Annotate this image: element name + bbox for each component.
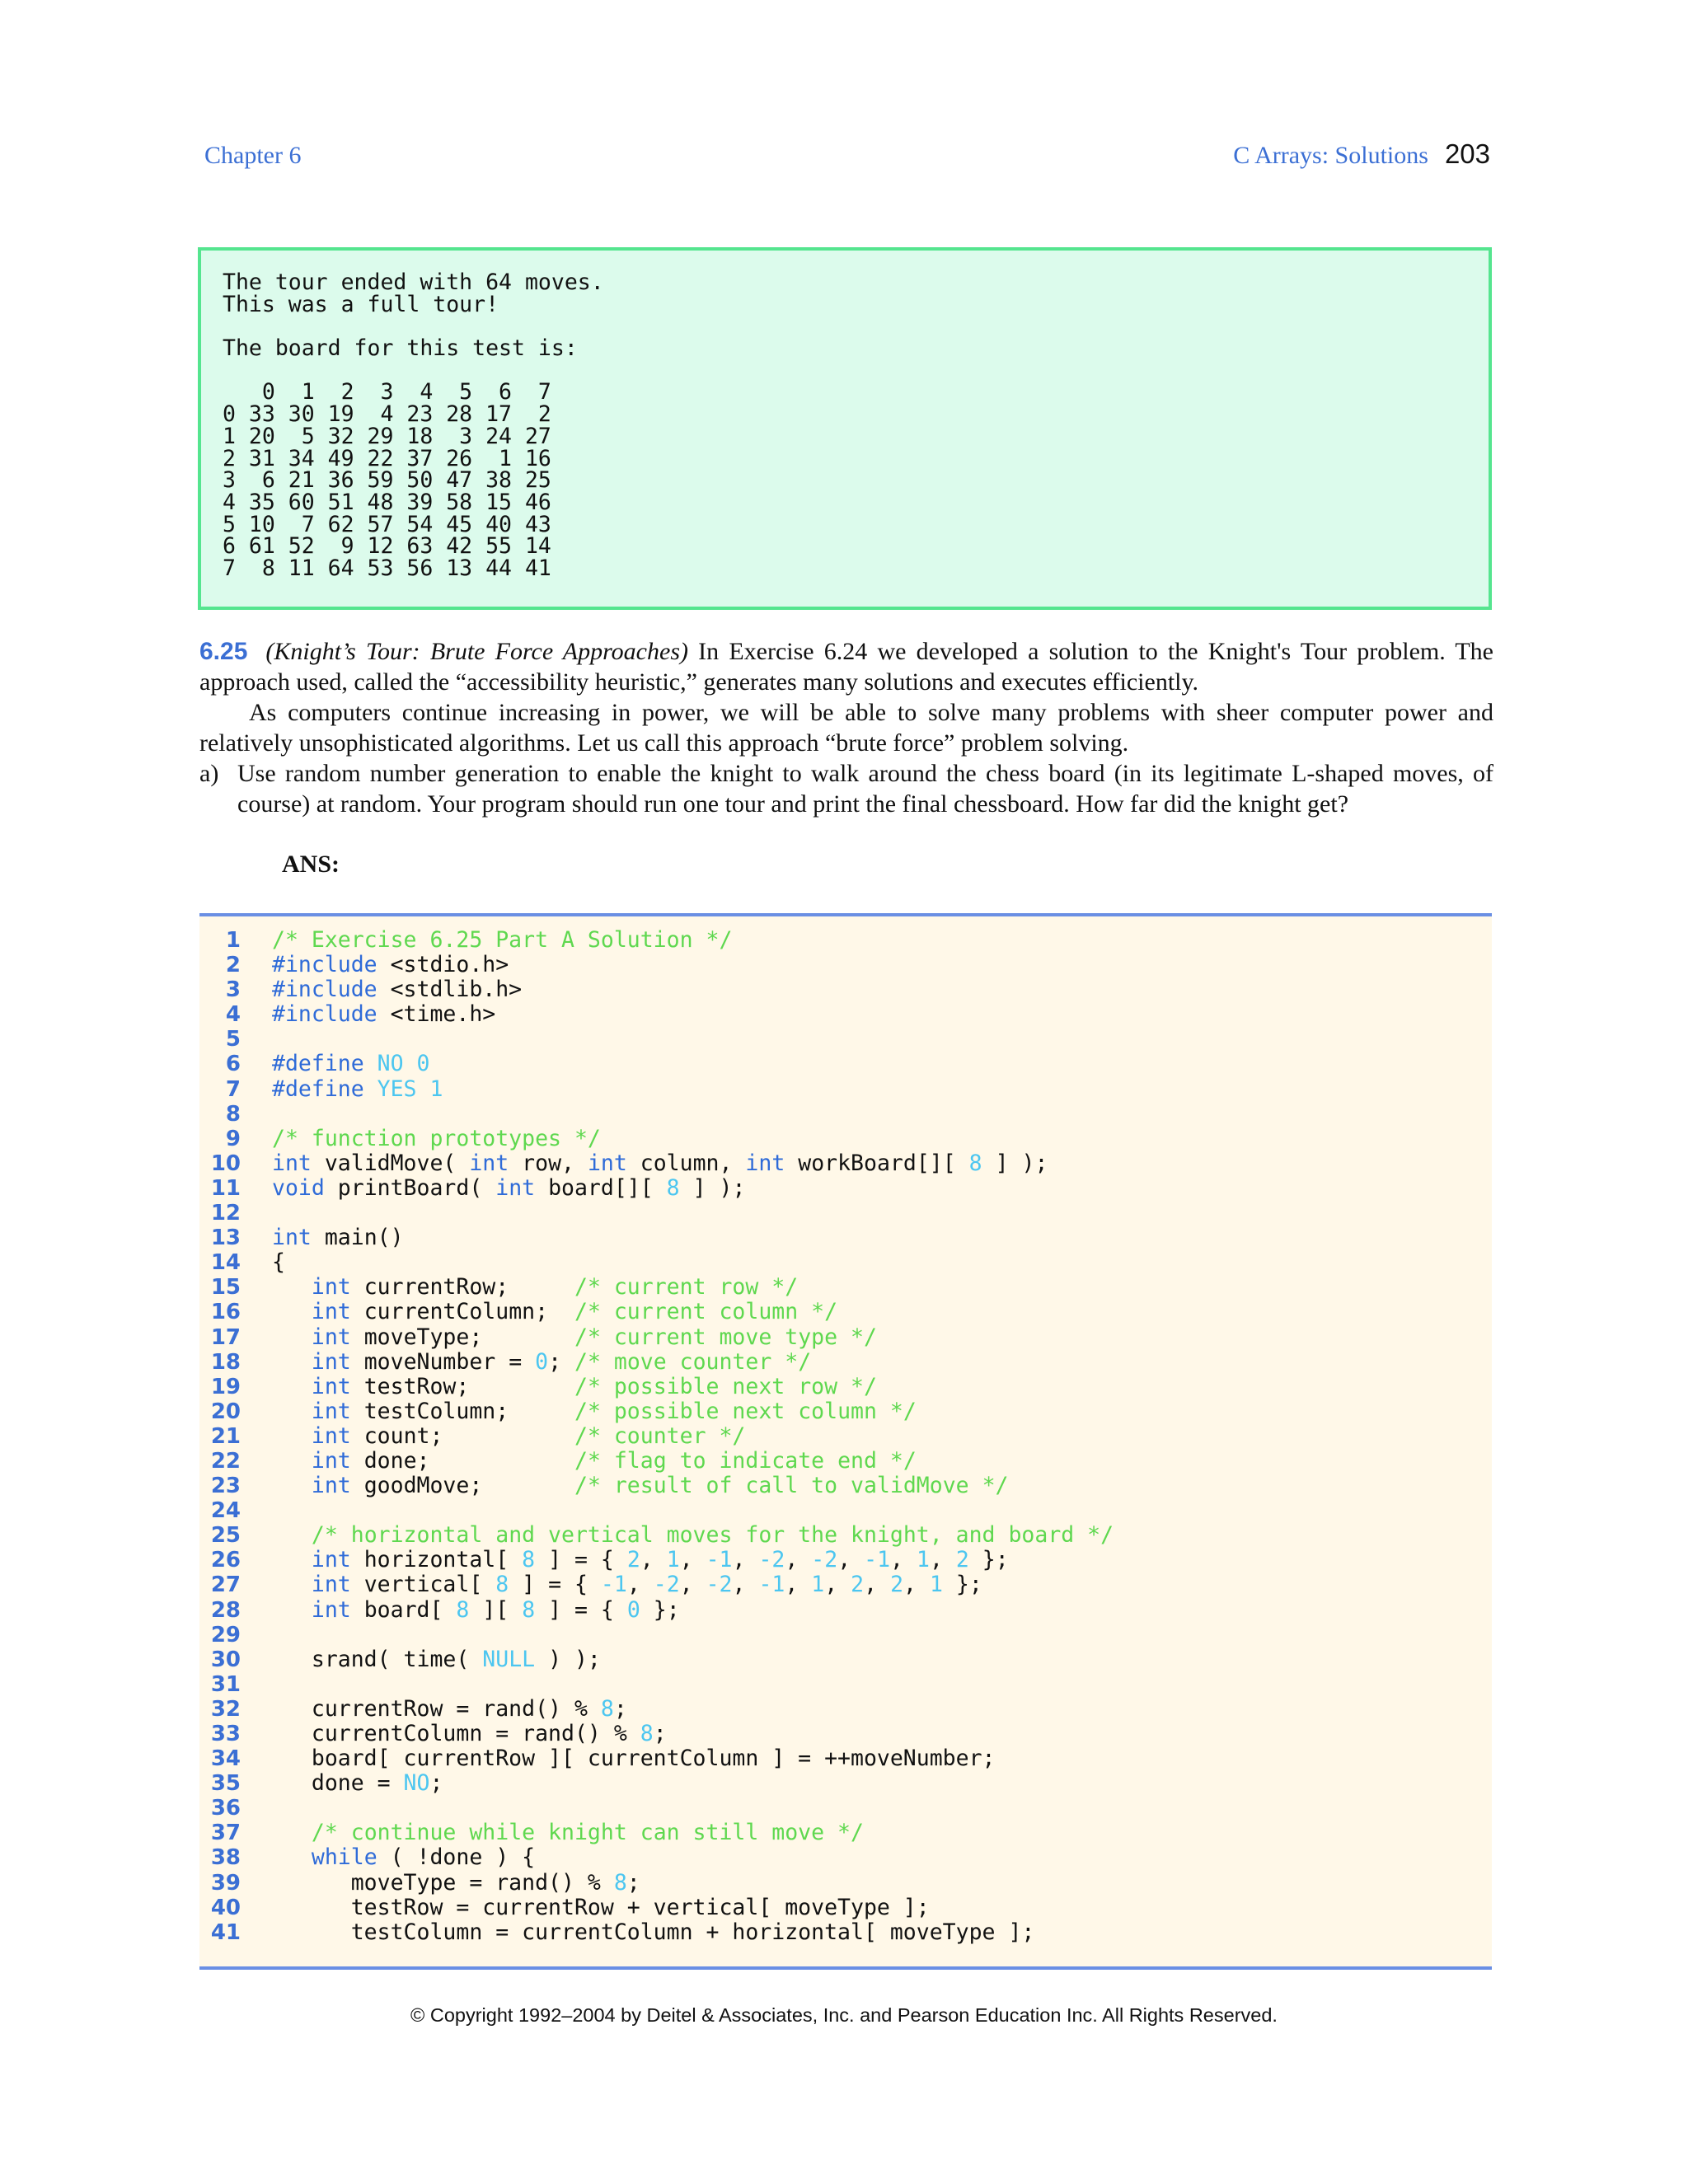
output-line: The board for this test is: — [223, 335, 578, 362]
code-token: #include — [272, 1001, 391, 1028]
code-token: row, — [522, 1150, 588, 1176]
code-token: -2 — [758, 1547, 785, 1573]
code-token: /* flag to indicate end */ — [574, 1447, 917, 1474]
code-token: 8 — [456, 1596, 470, 1623]
code-text — [272, 1598, 680, 1623]
code-line — [199, 977, 1492, 1002]
line-number: 41 — [210, 1919, 241, 1945]
code-token: main() — [324, 1225, 404, 1251]
code-text — [272, 1002, 495, 1027]
code-token: , — [679, 1547, 706, 1573]
line-number: 9 — [225, 1126, 241, 1151]
code-line — [199, 1572, 1492, 1597]
code-token: testRow = currentRow + vertical[ moveType ]; — [272, 1894, 930, 1920]
code-token: #include — [272, 977, 391, 1003]
code-token: ; — [429, 1770, 443, 1797]
output-line: 0 33 30 19 4 23 28 17 2 — [223, 401, 551, 428]
output-line — [223, 316, 1489, 338]
code-line — [199, 1623, 1492, 1647]
line-number: 35 — [210, 1771, 241, 1797]
line-number: 5 — [225, 1027, 241, 1052]
code-token: -1 — [600, 1572, 627, 1598]
code-token: 8 — [666, 1174, 680, 1201]
code-token: , — [929, 1547, 956, 1573]
code-token: testColumn; — [363, 1398, 574, 1424]
code-text — [272, 1821, 864, 1845]
code-token — [272, 1597, 312, 1623]
code-text — [272, 1647, 601, 1672]
code-token: ; — [548, 1348, 575, 1375]
code-token: /* current row */ — [574, 1274, 799, 1301]
code-token: srand( time( — [272, 1646, 483, 1672]
code-token: ] = { — [535, 1596, 627, 1623]
line-number: 14 — [210, 1250, 241, 1276]
code-token: /* move counter */ — [574, 1348, 812, 1375]
line-number: 30 — [210, 1647, 241, 1672]
answer-label: ANS: — [282, 851, 340, 878]
code-text — [272, 1920, 1034, 1945]
code-token: int — [311, 1422, 364, 1449]
copyright-footer: © Copyright 1992–2004 by Deitel & Associates, Inc. and Pearson Education Inc. All Rights Reserved. — [410, 2004, 1278, 2026]
code-text — [272, 1572, 982, 1597]
code-line — [199, 1746, 1492, 1771]
code-token: int — [311, 1572, 364, 1598]
code-token: #include — [272, 952, 391, 978]
code-line — [199, 1598, 1492, 1623]
line-number: 31 — [210, 1671, 241, 1697]
code-line — [199, 1896, 1492, 1920]
line-number: 2 — [225, 953, 241, 978]
line-number: 12 — [210, 1201, 241, 1226]
code-text — [272, 1275, 798, 1300]
code-token: 8 — [600, 1695, 614, 1722]
code-token — [272, 1844, 312, 1870]
code-line — [199, 1350, 1492, 1375]
code-token: , — [785, 1572, 812, 1598]
code-text — [272, 1176, 745, 1201]
code-text — [272, 1077, 443, 1102]
code-token: 0 — [626, 1596, 640, 1623]
code-token: NO 0 — [377, 1051, 430, 1077]
code-line — [199, 1052, 1492, 1076]
code-text — [272, 1722, 667, 1746]
code-token — [272, 1399, 312, 1424]
line-number: 24 — [210, 1498, 241, 1524]
code-token: 8 — [495, 1572, 509, 1598]
line-number: 7 — [225, 1076, 241, 1102]
code-line — [199, 1647, 1492, 1672]
code-text — [272, 1523, 1114, 1548]
code-token: testColumn = currentColumn + horizontal[ moveType ]; — [272, 1919, 1035, 1945]
code-token: 1 — [929, 1572, 943, 1598]
line-number: 3 — [225, 977, 241, 1003]
code-line — [199, 1722, 1492, 1746]
code-token: -2 — [811, 1547, 838, 1573]
code-line — [199, 1871, 1492, 1896]
code-text — [272, 1896, 930, 1920]
code-token: , — [626, 1572, 654, 1598]
line-number: 32 — [210, 1696, 241, 1722]
code-text — [272, 928, 732, 953]
line-number: 33 — [210, 1722, 241, 1746]
code-token: moveType; — [363, 1324, 574, 1350]
code-token: int — [311, 1299, 364, 1325]
code-token: , — [864, 1572, 891, 1598]
line-number: 20 — [210, 1399, 241, 1424]
code-token — [272, 1820, 312, 1845]
line-number: 25 — [210, 1523, 241, 1549]
code-token: -1 — [706, 1547, 733, 1573]
code-token: , — [732, 1572, 759, 1598]
code-token: int — [272, 1225, 325, 1251]
code-line — [199, 1796, 1492, 1821]
code-line — [199, 1002, 1492, 1027]
code-token: , — [640, 1547, 667, 1573]
code-token — [272, 1299, 312, 1324]
code-token: int — [311, 1274, 364, 1301]
code-token: YES 1 — [377, 1076, 443, 1102]
code-token: validMove( — [324, 1150, 470, 1176]
output-line: 1 20 5 32 29 18 3 24 27 — [223, 423, 551, 449]
code-token: int — [587, 1150, 640, 1176]
code-line — [199, 1226, 1492, 1250]
code-line — [199, 1672, 1492, 1697]
line-number: 39 — [210, 1870, 241, 1896]
code-token: <stdlib.h> — [390, 977, 523, 1003]
code-token: -2 — [706, 1572, 733, 1598]
code-line — [199, 928, 1492, 953]
code-text — [272, 1548, 1009, 1572]
code-text — [272, 1325, 877, 1350]
code-text — [272, 977, 522, 1002]
code-token: testRow; — [363, 1373, 574, 1399]
code-token: 8 — [640, 1721, 654, 1746]
code-token: /* horizontal and vertical moves for the knight, and board */ — [311, 1522, 1114, 1549]
code-token: , — [890, 1547, 917, 1573]
code-text — [272, 1399, 917, 1424]
code-token: , — [732, 1547, 759, 1573]
code-token: ] ); — [982, 1150, 1048, 1176]
line-number: 26 — [210, 1548, 241, 1573]
exercise-text — [199, 636, 1493, 819]
page-number: 203 — [1444, 138, 1490, 169]
code-token: int — [311, 1596, 364, 1623]
line-number: 15 — [210, 1275, 241, 1301]
code-text — [272, 1300, 837, 1324]
item-label: a) — [199, 760, 219, 787]
code-token: board[][ — [548, 1174, 667, 1201]
item-text: Use random number generation to enable the knight to walk around the chess board (in its legitimate L-shaped moves, of course) at random. Your program should run one tour and print the final chessboard. How far did the knight get? — [237, 760, 1493, 818]
code-token: , — [837, 1547, 865, 1573]
code-token: 8 — [613, 1869, 627, 1896]
code-token: ; — [613, 1695, 627, 1722]
code-text — [272, 1052, 429, 1076]
line-number: 6 — [225, 1052, 241, 1077]
code-token — [272, 1374, 312, 1399]
code-token: ] = { — [535, 1547, 627, 1573]
exercise-paragraph: As computers continue increasing in power, we will be able to solve many problems with sheer computer power and relatively unsophisticated algorithms. Let us call this approach “brute force” problem solving. — [199, 699, 1493, 757]
code-token: /* counter */ — [574, 1422, 746, 1449]
code-token: currentColumn; — [363, 1299, 574, 1325]
code-token: 1 — [811, 1572, 825, 1598]
code-token — [272, 1473, 312, 1498]
code-token: 8 — [522, 1547, 536, 1573]
code-line — [199, 1920, 1492, 1945]
code-token: workBoard[][ — [798, 1150, 969, 1176]
code-token: NO — [403, 1770, 430, 1797]
code-token — [272, 1324, 312, 1350]
line-number: 10 — [210, 1151, 241, 1176]
code-token: currentColumn = rand() % — [272, 1721, 640, 1746]
exercise-item-a — [199, 758, 1493, 819]
line-number: 37 — [210, 1821, 241, 1846]
code-token: currentRow; — [363, 1274, 574, 1301]
code-token — [272, 1448, 312, 1474]
line-number: 23 — [210, 1474, 241, 1499]
code-token: int — [469, 1150, 523, 1176]
code-text — [272, 1449, 917, 1474]
code-token: int — [311, 1324, 364, 1350]
code-text — [272, 1375, 877, 1399]
code-line — [199, 1697, 1492, 1722]
code-token: }; — [942, 1572, 982, 1598]
code-line — [199, 1077, 1492, 1102]
code-token: ( !done ) { — [377, 1844, 536, 1871]
output-line: 0 1 2 3 4 5 6 7 — [223, 379, 551, 405]
code-token: printBoard( — [337, 1174, 496, 1201]
code-token: vertical[ — [363, 1572, 496, 1598]
code-line — [199, 1325, 1492, 1350]
code-text — [272, 1474, 1008, 1498]
exercise-title: (Knight’s Tour: Brute Force Approaches) — [265, 638, 688, 665]
code-token: int — [311, 1547, 364, 1573]
code-token: -1 — [758, 1572, 785, 1598]
code-text — [272, 1697, 627, 1722]
chapter-label: Chapter 6 — [204, 142, 302, 169]
code-token: ] = { — [509, 1572, 601, 1598]
code-line — [199, 953, 1492, 977]
output-line: 3 6 21 36 59 50 47 38 25 — [223, 467, 551, 494]
code-line — [199, 1821, 1492, 1845]
line-number: 21 — [210, 1423, 241, 1449]
code-token: { — [272, 1249, 285, 1276]
code-token: done = — [272, 1770, 404, 1797]
line-number: 29 — [210, 1622, 241, 1647]
code-line — [199, 1102, 1492, 1127]
output-line: 4 35 60 51 48 39 58 15 46 — [223, 489, 551, 515]
line-number: 38 — [210, 1845, 241, 1871]
code-token — [272, 1547, 312, 1572]
code-token: /* Exercise 6.25 Part A Solution */ — [272, 927, 733, 953]
code-token: /* continue while knight can still move */ — [311, 1820, 864, 1846]
code-token: moveType = rand() % — [272, 1869, 614, 1896]
output-line — [223, 360, 1489, 382]
code-line — [199, 1250, 1492, 1275]
code-line — [199, 1771, 1492, 1796]
code-text — [272, 1127, 601, 1151]
code-line — [199, 1474, 1492, 1498]
exercise-number: 6.25 — [199, 638, 248, 665]
line-number: 4 — [225, 1002, 241, 1028]
code-token: -1 — [864, 1547, 891, 1573]
code-token: goodMove; — [363, 1473, 574, 1499]
line-number: 1 — [225, 928, 241, 953]
code-token: /* current move type */ — [574, 1324, 877, 1350]
code-token: count; — [363, 1422, 574, 1449]
code-token: ; — [626, 1869, 640, 1896]
code-token: board[ currentRow ][ currentColumn ] = ++moveNumber; — [272, 1746, 996, 1772]
code-token: <time.h> — [390, 1001, 496, 1028]
code-line — [199, 1275, 1492, 1300]
code-token — [272, 1423, 312, 1449]
code-token: -2 — [653, 1572, 680, 1598]
code-token: , — [903, 1572, 930, 1598]
code-token — [272, 1522, 312, 1548]
code-token: ) ); — [535, 1646, 601, 1672]
code-token: void — [272, 1174, 338, 1201]
code-text — [272, 1250, 285, 1275]
line-number: 11 — [210, 1175, 241, 1201]
code-token: done; — [363, 1447, 574, 1474]
running-header — [1233, 138, 1490, 170]
code-token: moveNumber = — [363, 1348, 536, 1375]
code-token: 2 — [955, 1547, 969, 1573]
code-token — [272, 1274, 312, 1300]
code-text — [272, 1771, 443, 1796]
line-number: 40 — [210, 1895, 241, 1920]
output-line: 7 8 11 64 53 56 13 44 41 — [223, 555, 551, 581]
code-token: 8 — [968, 1150, 982, 1176]
code-line — [199, 1523, 1492, 1548]
code-line — [199, 1449, 1492, 1474]
code-token: 2 — [626, 1547, 640, 1573]
code-line — [199, 1375, 1492, 1399]
code-token: while — [311, 1844, 377, 1871]
line-number: 13 — [210, 1226, 241, 1251]
line-number: 34 — [210, 1746, 241, 1772]
code-token: }; — [640, 1596, 680, 1623]
code-token: board[ — [363, 1596, 457, 1623]
code-token: , — [824, 1572, 851, 1598]
code-text — [272, 953, 509, 977]
code-token: int — [311, 1447, 364, 1474]
code-token: ][ — [469, 1596, 523, 1623]
code-line — [199, 1127, 1492, 1151]
line-number: 19 — [210, 1374, 241, 1399]
line-number: 18 — [210, 1349, 241, 1375]
code-token: #define — [272, 1076, 377, 1102]
code-text — [272, 1226, 404, 1250]
exercise-intro — [199, 636, 1493, 697]
code-token: int — [311, 1373, 364, 1399]
code-token: /* possible next column */ — [574, 1398, 917, 1424]
line-number: 16 — [210, 1300, 241, 1325]
code-token: int — [311, 1473, 364, 1499]
code-token: #define — [272, 1051, 377, 1077]
code-token: NULL — [482, 1646, 536, 1672]
code-token: int — [745, 1150, 799, 1176]
code-line — [199, 1845, 1492, 1870]
code-token: ; — [653, 1721, 667, 1746]
code-text — [272, 1151, 1048, 1176]
code-line — [199, 1498, 1492, 1523]
code-token: int — [495, 1174, 549, 1201]
code-listing — [199, 913, 1492, 1970]
section-title: C Arrays: Solutions — [1233, 142, 1428, 169]
line-number: 8 — [225, 1101, 241, 1127]
exercise-intro-text: In Exercise 6.24 we developed a solution to the Knight's Tour problem. The approach used, called the “accessibility heuristic,” generates many solutions and executes efficiently. — [199, 638, 1493, 696]
code-token: currentRow = rand() % — [272, 1695, 601, 1722]
code-token: 8 — [522, 1596, 536, 1623]
output-line: 2 31 34 49 22 37 26 1 16 — [223, 445, 551, 471]
program-output-box — [198, 247, 1492, 610]
code-token: int — [311, 1348, 364, 1375]
code-line — [199, 1548, 1492, 1572]
code-token: horizontal[ — [363, 1547, 523, 1573]
code-token: /* function prototypes */ — [272, 1125, 601, 1151]
code-line — [199, 1201, 1492, 1226]
code-token: 1 — [666, 1547, 680, 1573]
line-number: 17 — [210, 1324, 241, 1350]
line-number: 36 — [210, 1796, 241, 1821]
code-token: }; — [968, 1547, 1009, 1573]
code-line — [199, 1027, 1492, 1052]
code-token: int — [311, 1398, 364, 1424]
code-token: /* current column */ — [574, 1299, 838, 1325]
code-token: , — [785, 1547, 812, 1573]
code-line — [199, 1399, 1492, 1424]
code-token: 2 — [890, 1572, 904, 1598]
line-number: 27 — [210, 1572, 241, 1598]
output-line: This was a full tour! — [223, 291, 499, 317]
line-number: 28 — [210, 1597, 241, 1623]
output-line: The tour ended with 64 moves. — [223, 269, 604, 295]
code-text — [272, 1871, 640, 1896]
code-token: ] ); — [679, 1174, 746, 1201]
code-line — [199, 1424, 1492, 1449]
code-token: /* possible next row */ — [574, 1373, 877, 1399]
code-line — [199, 1176, 1492, 1201]
code-token: , — [679, 1572, 706, 1598]
code-token — [272, 1349, 312, 1375]
output-line: 6 61 52 9 12 63 42 55 14 — [223, 533, 551, 560]
code-text — [272, 1350, 811, 1375]
code-text — [272, 1845, 535, 1870]
code-token: column, — [640, 1150, 746, 1176]
code-token: 0 — [535, 1348, 549, 1375]
line-number: 22 — [210, 1448, 241, 1474]
code-token: /* result of call to validMove */ — [574, 1473, 1009, 1499]
output-line: 5 10 7 62 57 54 45 40 43 — [223, 511, 551, 537]
code-text — [272, 1424, 745, 1449]
code-text — [272, 1746, 996, 1771]
code-line — [199, 1300, 1492, 1324]
code-token: 1 — [916, 1547, 930, 1573]
code-token: <stdio.h> — [390, 952, 509, 978]
code-line — [199, 1151, 1492, 1176]
code-token: 2 — [851, 1572, 865, 1598]
code-token: int — [272, 1150, 325, 1176]
code-token — [272, 1572, 312, 1597]
